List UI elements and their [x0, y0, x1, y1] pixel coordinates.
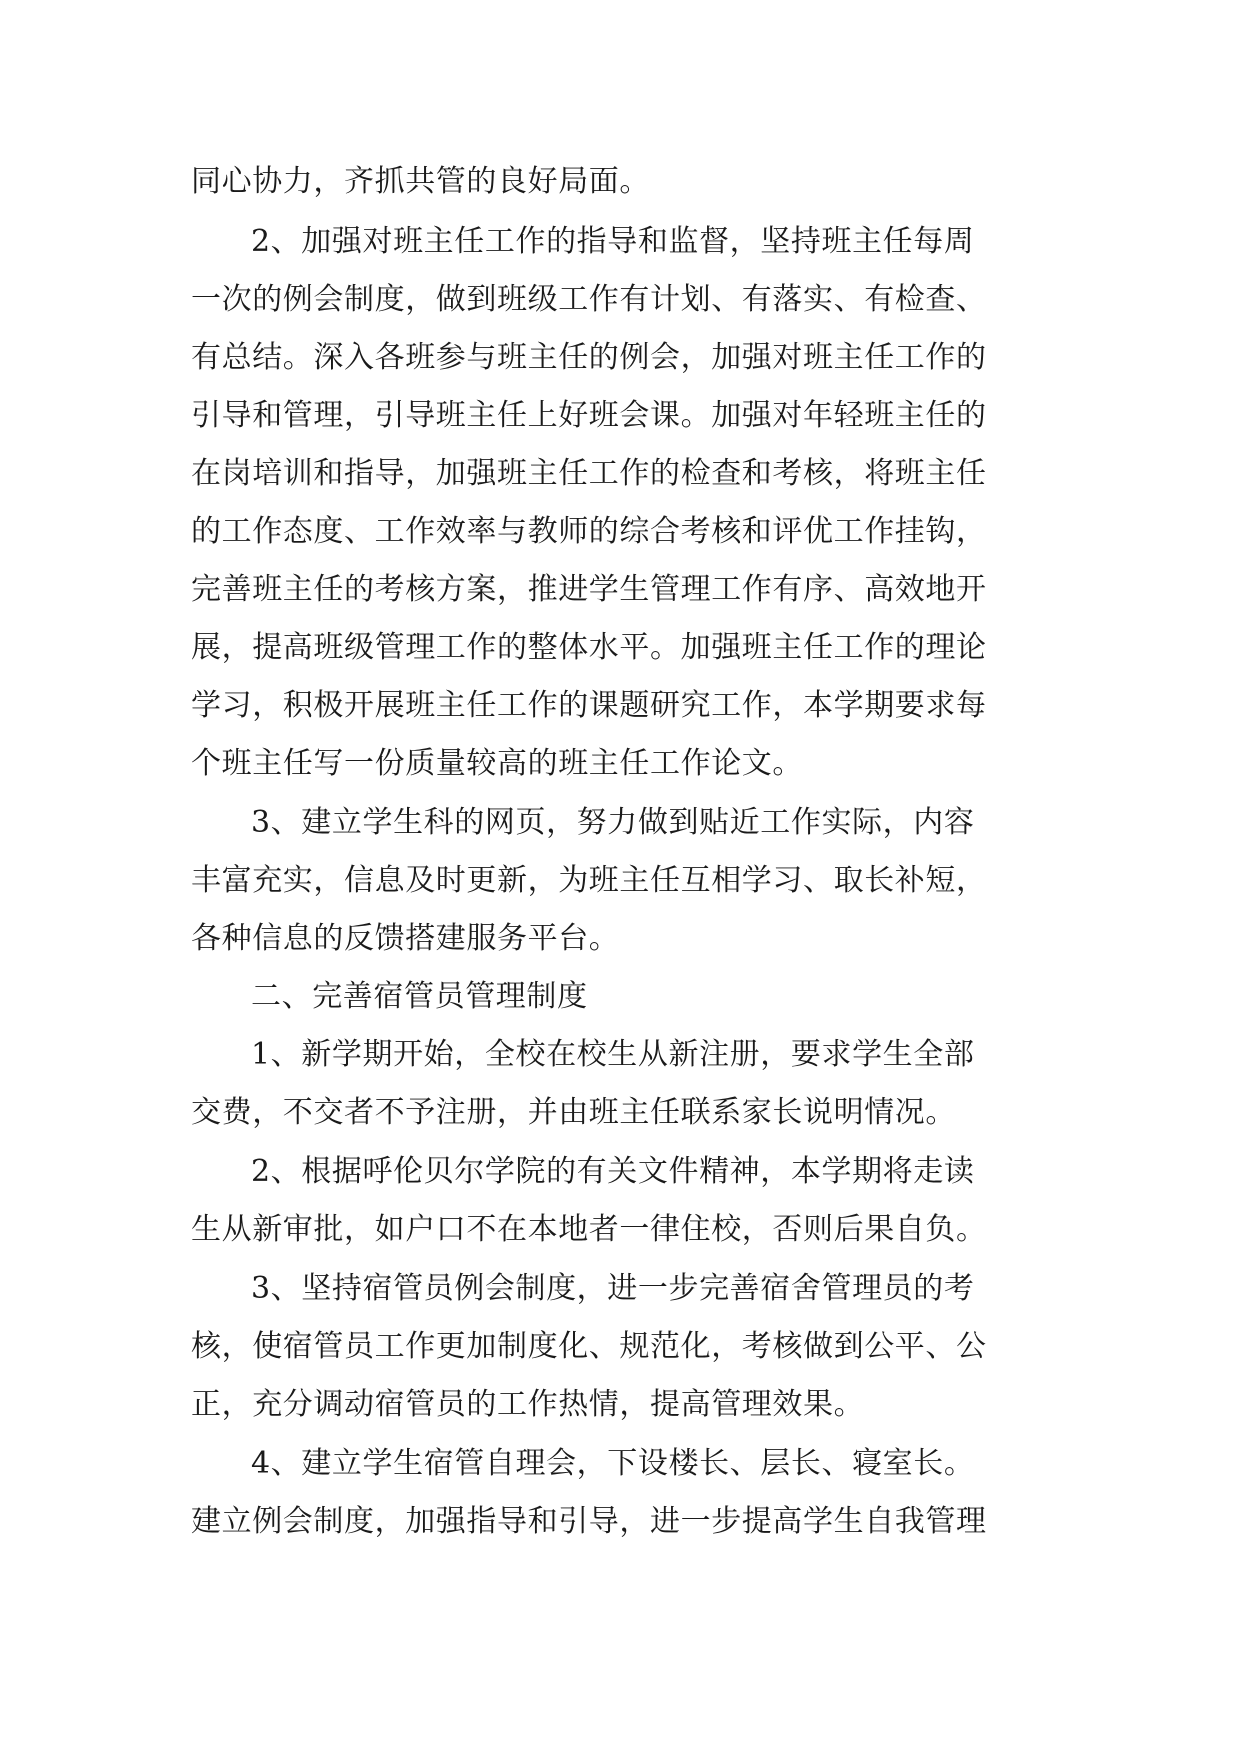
- text-line: 个班主任写一份质量较高的班主任工作论文。: [191, 746, 803, 781]
- text-line: 各种信息的反馈搭建服务平台。: [191, 921, 620, 956]
- paragraph-start: 3、建立学生科的网页，努力做到贴近工作实际，内容: [251, 805, 975, 840]
- text-line: 完善班主任的考核方案，推进学生管理工作有序、高效地开: [191, 572, 987, 607]
- text-line: 有总结。深入各班参与班主任的例会，加强对班主任工作的: [191, 340, 987, 375]
- text-line: 的工作态度、工作效率与教师的综合考核和评优工作挂钩，: [191, 514, 987, 549]
- text-line: 交费，不交者不予注册，并由班主任联系家长说明情况。: [191, 1095, 956, 1130]
- text-line: 一次的例会制度，做到班级工作有计划、有落实、有检查、: [191, 282, 987, 317]
- paragraph-start: 4、建立学生宿管自理会，下设楼长、层长、寝室长。: [251, 1446, 975, 1481]
- text-line: 核，使宿管员工作更加制度化、规范化，考核做到公平、公: [191, 1329, 987, 1364]
- text-line: 引导和管理，引导班主任上好班会课。加强对年轻班主任的: [191, 398, 987, 433]
- text-line: 丰富充实，信息及时更新，为班主任互相学习、取长补短，: [191, 863, 987, 898]
- paragraph-start: 3、坚持宿管员例会制度，进一步完善宿舍管理员的考: [251, 1271, 975, 1306]
- text-line: 学习，积极开展班主任工作的课题研究工作，本学期要求每: [191, 688, 987, 723]
- text-line: 同心协力，齐抓共管的良好局面。: [191, 164, 650, 199]
- paragraph-start: 2、根据呼伦贝尔学院的有关文件精神，本学期将走读: [251, 1154, 975, 1189]
- text-line: 建立例会制度，加强指导和引导，进一步提高学生自我管理: [191, 1504, 987, 1539]
- text-line: 生从新审批，如户口不在本地者一律住校，否则后果自负。: [191, 1212, 987, 1247]
- text-line: 正，充分调动宿管员的工作热情，提高管理效果。: [191, 1387, 865, 1422]
- paragraph-start: 2、加强对班主任工作的指导和监督，坚持班主任每周: [251, 224, 975, 259]
- paragraph-start: 1、新学期开始，全校在校生从新注册，要求学生全部: [251, 1037, 975, 1072]
- section-heading: 二、完善宿管员管理制度: [251, 979, 588, 1014]
- text-line: 在岗培训和指导，加强班主任工作的检查和考核，将班主任: [191, 456, 987, 491]
- text-line: 展，提高班级管理工作的整体水平。加强班主任工作的理论: [191, 630, 987, 665]
